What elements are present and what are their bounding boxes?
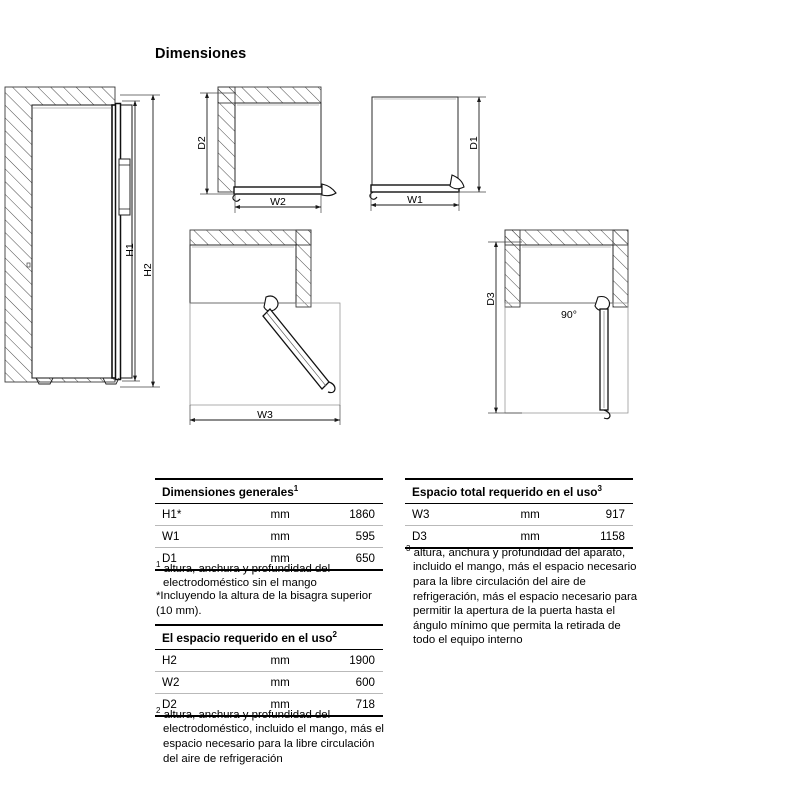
page-title: Dimensiones — [155, 46, 247, 62]
footnote-marker: 2 — [156, 706, 161, 715]
table-header-superscript: 3 — [597, 484, 602, 493]
drawing-front-elevation — [5, 87, 160, 387]
footnote-general-star: *Incluyendo la altura de la bisagra superior (10 mm). — [156, 590, 372, 617]
table-row — [155, 671, 383, 693]
table-header-label: El espacio requerido en el uso — [162, 630, 333, 645]
dim-label-d3: D3 — [485, 292, 497, 306]
row-label: H1* — [155, 503, 264, 525]
dim-label-w3: W3 — [257, 409, 273, 421]
row-unit: mm — [514, 525, 576, 548]
table-row — [155, 525, 383, 547]
dim-label-h2: H2 — [142, 263, 154, 277]
table-header-cell — [155, 625, 383, 649]
table-header-row — [155, 625, 383, 649]
dim-label-angle: 90° — [561, 309, 577, 321]
dim-label-d2: D2 — [196, 136, 208, 150]
row-unit: mm — [264, 525, 326, 547]
row-label: W3 — [405, 503, 514, 525]
footnote-text: altura, anchura y profundidad del aparato, incluido el mango, más el espacio necesario para la libre circulación del aire de refrigeración, más el espacio necesario para permitir la apertura de la puerta hasta el ángulo mínimo que permita la retirada de todo el equipo interno — [413, 546, 638, 647]
row-label: W2 — [155, 671, 264, 693]
row-unit: mm — [264, 547, 326, 570]
row-value: 1158 — [576, 525, 633, 548]
row-unit: mm — [264, 649, 326, 671]
table-space-required — [155, 624, 383, 717]
row-value: 650 — [326, 547, 383, 570]
table-header-cell — [155, 479, 383, 503]
row-unit: mm — [264, 693, 326, 716]
row-value: 718 — [326, 693, 383, 716]
footnote-marker: 1 — [156, 560, 161, 569]
drawing-plan-d2-w2 — [196, 87, 336, 213]
footnote-total-space — [406, 542, 643, 648]
row-value: 1900 — [326, 649, 383, 671]
drawing-plan-w3 — [190, 230, 340, 425]
footnote-text: altura, anchura y profundidad del electrodoméstico sin el mango — [163, 562, 331, 590]
dim-label-w2: W2 — [270, 196, 286, 208]
table-header-label: Espacio total requerido en el uso — [412, 484, 598, 499]
row-label: D1 — [155, 547, 264, 570]
dim-label-w1: W1 — [407, 194, 423, 206]
footnote-space-required — [156, 704, 389, 766]
row-label: D2 — [155, 693, 264, 716]
row-label: D3 — [405, 525, 514, 548]
table-general-dimensions — [155, 478, 383, 571]
row-value: 917 — [576, 503, 633, 525]
table-header-superscript: 1 — [293, 484, 299, 493]
drawing-plan-d1-w1 — [370, 97, 486, 211]
row-unit: mm — [514, 503, 576, 525]
table-row — [155, 503, 383, 525]
dim-label-h1: H1 — [124, 243, 136, 257]
row-label: W1 — [155, 525, 264, 547]
table-row — [405, 503, 633, 525]
row-label: H2 — [155, 649, 264, 671]
row-value: 600 — [326, 671, 383, 693]
table-header-cell — [405, 479, 633, 503]
footnote-general — [156, 558, 391, 591]
table-row — [155, 649, 383, 671]
table-total-space — [405, 478, 633, 549]
footnote-text: altura, anchura y profundidad del electrodoméstico, incluido el mango, más el espacio necesario para la libre circulación del aire de refrigeración — [163, 708, 384, 765]
row-value: 595 — [326, 525, 383, 547]
drawing-plan-d3 — [485, 230, 628, 419]
technical-drawings — [0, 75, 800, 450]
row-value: 1860 — [326, 503, 383, 525]
table-header-superscript: 2 — [332, 630, 337, 639]
footnote-marker: 3 — [406, 544, 411, 553]
row-unit: mm — [264, 503, 326, 525]
table-header-label: Dimensiones generales — [162, 484, 294, 499]
table-header-row — [405, 479, 633, 503]
dim-label-d1: D1 — [468, 136, 480, 150]
row-unit: mm — [264, 671, 326, 693]
table-header-row — [155, 479, 383, 503]
